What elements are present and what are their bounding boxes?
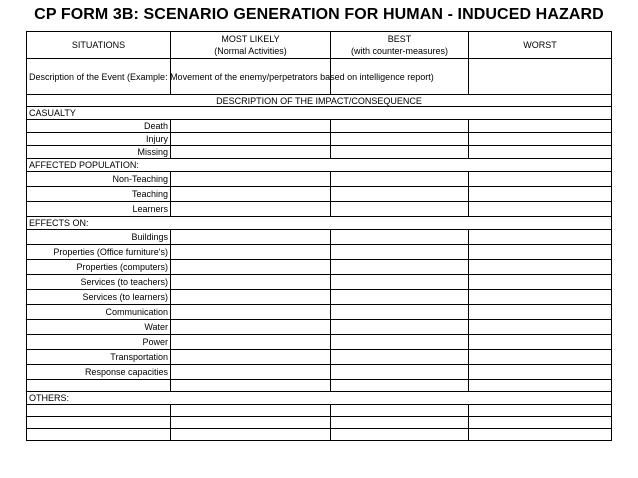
- effects-on-2-row: [27, 260, 612, 275]
- effects-on-section-label: EFFECTS ON:: [27, 217, 612, 230]
- affected-population-1-row: [27, 187, 612, 202]
- others-blank-0-best-cell[interactable]: [331, 405, 469, 417]
- effects-on-6-label: Water: [27, 320, 171, 335]
- spacer-row: [27, 380, 612, 392]
- casualty-2-best-cell[interactable]: [331, 146, 469, 159]
- casualty-1-most-likely-cell[interactable]: [171, 133, 331, 146]
- effects-on-5-label: Communication: [27, 305, 171, 320]
- effects-on-4-row: [27, 290, 612, 305]
- worst-header: WORST: [469, 32, 612, 59]
- effects-on-8-most-likely-cell[interactable]: [171, 350, 331, 365]
- effects-on-9-label: Response capacities: [27, 365, 171, 380]
- effects-on-0-row: [27, 230, 612, 245]
- casualty-1-best-cell[interactable]: [331, 133, 469, 146]
- scenario-table: [26, 31, 612, 441]
- affected-population-0-most-likely-cell[interactable]: [171, 172, 331, 187]
- effects-on-8-worst-cell[interactable]: [469, 350, 612, 365]
- header-row: [27, 32, 612, 59]
- effects-on-3-most-likely-cell[interactable]: [171, 275, 331, 290]
- casualty-0-worst-cell[interactable]: [469, 120, 612, 133]
- most-likely-label: MOST LIKELY: [221, 34, 280, 44]
- effects-on-3-worst-cell[interactable]: [469, 275, 612, 290]
- form-title: CP FORM 3B: SCENARIO GENERATION FOR HUMAN - INDUCED HAZARD: [34, 6, 604, 23]
- effects-on-1-most-likely-cell[interactable]: [171, 245, 331, 260]
- effects-on-8-label: Transportation: [27, 350, 171, 365]
- effects-on-5-row: [27, 305, 612, 320]
- casualty-1-label: Injury: [27, 133, 171, 146]
- effects-on-6-row: [27, 320, 612, 335]
- spacer-worst-cell[interactable]: [469, 380, 612, 392]
- effects-on-1-worst-cell[interactable]: [469, 245, 612, 260]
- effects-on-7-row: [27, 335, 612, 350]
- others-blank-1-label: [27, 417, 171, 429]
- description-worst-cell[interactable]: [469, 59, 612, 95]
- effects-on-4-label: Services (to learners): [27, 290, 171, 305]
- casualty-2-worst-cell[interactable]: [469, 146, 612, 159]
- effects-on-2-most-likely-cell[interactable]: [171, 260, 331, 275]
- impact-header-row: [27, 95, 612, 107]
- others-blank-0-row: [27, 405, 612, 417]
- affected-population-section-label: AFFECTED POPULATION:: [27, 159, 612, 172]
- affected-population-1-most-likely-cell[interactable]: [171, 187, 331, 202]
- impact-header: DESCRIPTION OF THE IMPACT/CONSEQUENCE: [27, 95, 612, 107]
- others-blank-1-most-likely-cell[interactable]: [171, 417, 331, 429]
- effects-on-9-worst-cell[interactable]: [469, 365, 612, 380]
- effects-on-section-row: [27, 217, 612, 230]
- casualty-2-label: Missing: [27, 146, 171, 159]
- others-blank-2-most-likely-cell[interactable]: [171, 429, 331, 441]
- effects-on-9-row: [27, 365, 612, 380]
- effects-on-5-most-likely-cell[interactable]: [171, 305, 331, 320]
- casualty-0-label: Death: [27, 120, 171, 133]
- effects-on-2-worst-cell[interactable]: [469, 260, 612, 275]
- affected-population-2-best-cell[interactable]: [331, 202, 469, 217]
- effects-on-8-best-cell[interactable]: [331, 350, 469, 365]
- effects-on-7-label: Power: [27, 335, 171, 350]
- affected-population-0-row: [27, 172, 612, 187]
- best-label: BEST: [387, 34, 412, 44]
- others-section-label: OTHERS:: [27, 392, 612, 405]
- others-blank-1-worst-cell[interactable]: [469, 417, 612, 429]
- others-section-row: [27, 392, 612, 405]
- effects-on-7-worst-cell[interactable]: [469, 335, 612, 350]
- affected-population-0-best-cell[interactable]: [331, 172, 469, 187]
- description-event-label: Description of the Event (Example: Movement of the enemy/perpetrators based on intelligence report): [27, 59, 171, 95]
- effects-on-9-best-cell[interactable]: [331, 365, 469, 380]
- others-blank-1-best-cell[interactable]: [331, 417, 469, 429]
- effects-on-4-worst-cell[interactable]: [469, 290, 612, 305]
- effects-on-9-most-likely-cell[interactable]: [171, 365, 331, 380]
- most-likely-header: [171, 32, 331, 59]
- others-blank-0-most-likely-cell[interactable]: [171, 405, 331, 417]
- spacer-best-cell[interactable]: [331, 380, 469, 392]
- effects-on-8-row: [27, 350, 612, 365]
- effects-on-3-row: [27, 275, 612, 290]
- effects-on-0-worst-cell[interactable]: [469, 230, 612, 245]
- spacer-label: [27, 380, 171, 392]
- affected-population-2-worst-cell[interactable]: [469, 202, 612, 217]
- effects-on-1-best-cell[interactable]: [331, 245, 469, 260]
- others-blank-2-best-cell[interactable]: [331, 429, 469, 441]
- effects-on-5-worst-cell[interactable]: [469, 305, 612, 320]
- affected-population-2-most-likely-cell[interactable]: [171, 202, 331, 217]
- effects-on-7-most-likely-cell[interactable]: [171, 335, 331, 350]
- effects-on-3-best-cell[interactable]: [331, 275, 469, 290]
- affected-population-2-label: Learners: [27, 202, 171, 217]
- effects-on-6-best-cell[interactable]: [331, 320, 469, 335]
- situations-header: SITUATIONS: [27, 32, 171, 59]
- effects-on-2-label: Properties (computers): [27, 260, 171, 275]
- casualty-0-best-cell[interactable]: [331, 120, 469, 133]
- affected-population-1-worst-cell[interactable]: [469, 187, 612, 202]
- effects-on-1-label: Properties (Office furniture's): [27, 245, 171, 260]
- effects-on-4-best-cell[interactable]: [331, 290, 469, 305]
- description-event-row: [27, 59, 612, 95]
- effects-on-1-row: [27, 245, 612, 260]
- affected-population-0-label: Non-Teaching: [27, 172, 171, 187]
- affected-population-1-best-cell[interactable]: [331, 187, 469, 202]
- affected-population-section-row: [27, 159, 612, 172]
- others-blank-1-row: [27, 417, 612, 429]
- casualty-2-row: [27, 146, 612, 159]
- effects-on-7-best-cell[interactable]: [331, 335, 469, 350]
- casualty-section-row: [27, 107, 612, 120]
- effects-on-0-label: Buildings: [27, 230, 171, 245]
- best-sublabel: (with counter-measures): [350, 46, 449, 56]
- affected-population-2-row: [27, 202, 612, 217]
- effects-on-4-most-likely-cell[interactable]: [171, 290, 331, 305]
- effects-on-3-label: Services (to teachers): [27, 275, 171, 290]
- casualty-0-most-likely-cell[interactable]: [171, 120, 331, 133]
- affected-population-1-label: Teaching: [27, 187, 171, 202]
- others-blank-2-worst-cell[interactable]: [469, 429, 612, 441]
- casualty-1-row: [27, 133, 612, 146]
- effects-on-2-best-cell[interactable]: [331, 260, 469, 275]
- others-blank-2-label: [27, 429, 171, 441]
- casualty-0-row: [27, 120, 612, 133]
- spacer-most-likely-cell[interactable]: [171, 380, 331, 392]
- best-header: [331, 32, 469, 59]
- affected-population-0-worst-cell[interactable]: [469, 172, 612, 187]
- casualty-1-worst-cell[interactable]: [469, 133, 612, 146]
- others-blank-2-row: [27, 429, 612, 441]
- casualty-2-most-likely-cell[interactable]: [171, 146, 331, 159]
- effects-on-5-best-cell[interactable]: [331, 305, 469, 320]
- casualty-section-label: CASUALTY: [27, 107, 612, 120]
- others-blank-0-worst-cell[interactable]: [469, 405, 612, 417]
- most-likely-sublabel: (Normal Activities): [214, 46, 287, 56]
- effects-on-6-most-likely-cell[interactable]: [171, 320, 331, 335]
- effects-on-0-most-likely-cell[interactable]: [171, 230, 331, 245]
- others-blank-0-label: [27, 405, 171, 417]
- effects-on-6-worst-cell[interactable]: [469, 320, 612, 335]
- effects-on-0-best-cell[interactable]: [331, 230, 469, 245]
